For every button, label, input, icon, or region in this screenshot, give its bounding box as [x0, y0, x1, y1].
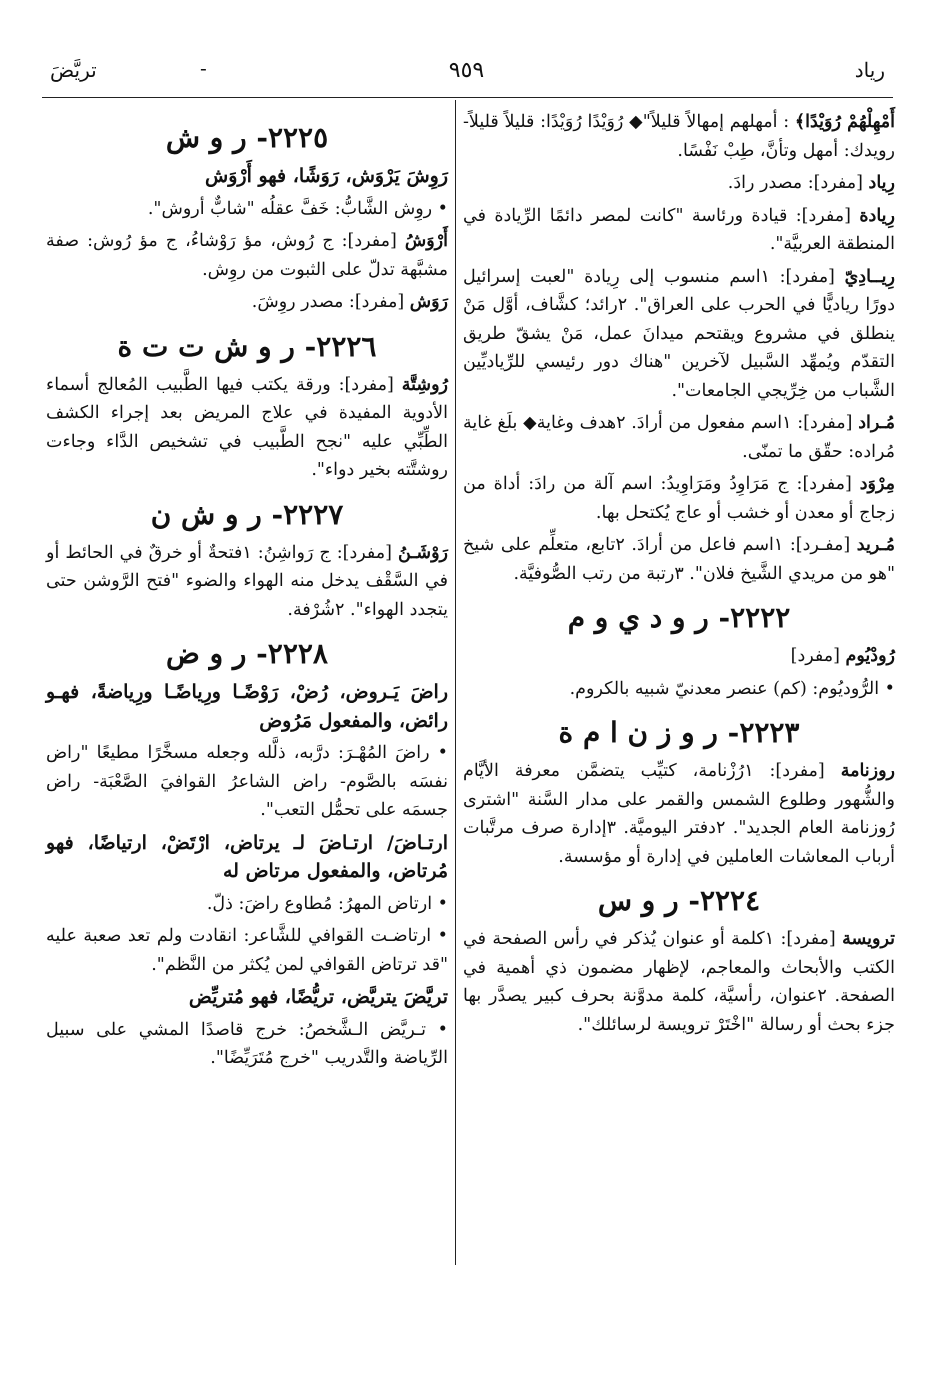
definition: [مفـرد]: ١اسم فاعل من أرادَ. ٢تابع، متعلِّم على شيخ "هو من مريدي الشَّيخ فلان". ٣رتبة من رتب الصُّوفيَّة.	[463, 535, 895, 584]
headword: رُوشِتَّة	[401, 374, 448, 395]
entry	[463, 470, 895, 527]
header-rule	[42, 97, 893, 98]
entry	[46, 739, 448, 825]
headword: رِياد	[868, 173, 895, 193]
entry	[463, 675, 895, 704]
definition: [مفرد]	[790, 646, 846, 666]
definition: [مفرد]: قيادة ورئاسة "كانت لمصر دائمًا الرِّيادة في المنطقة العربيَّة".	[463, 205, 895, 254]
verb-conjugation: رَوِشَ يَرْوَش، رَوَشًا، فهو أَرْوَش	[205, 165, 448, 187]
headword: ترويسة	[842, 929, 895, 949]
headword: رِيــادِيّ	[844, 266, 895, 287]
definition: [مفرد]: ج رُوش، مؤ رَوْشاءُ، ج مؤ رُوش: صفة مشبَّهة تدلّ على الثبوت من روِش.	[46, 231, 448, 280]
entry	[46, 227, 448, 284]
page-header	[40, 48, 893, 88]
root-heading: ٢٢٢٣- ر و ز ن ا م ة	[558, 716, 800, 749]
definition: [مفرد]: مصدر روِشَ.	[251, 292, 410, 312]
entry	[463, 169, 895, 198]
headword: مِرْوَد	[859, 474, 895, 494]
definition: [مفرد]: ج رَواشِنُ: ١فتحةٌ أو خرقٌ في الحائط أو في السَّقْف يدخل منه الهواء والضوء "فتح الرَّوشن حتى يتجدد الهواء". ٢شُرْفة.	[46, 542, 448, 620]
root-heading: ٢٢٢٧- ر و ش ن	[150, 497, 344, 531]
definition: : أمهلهم إمهالاً قليلاً"◆ رُوَيْدًا رُوَيْدًا: قليلاً قليلاً- رويدك: أمهل وتأنَّ، طِبْ نَفْسًا.	[463, 112, 895, 161]
headword: أَمْهِلْهُمْ رُوَيْدًا﴾	[794, 112, 895, 132]
verb-conjugation: تريَّضَ يتريَّض، تريُّضًا، فهو مُتريِّض	[188, 986, 448, 1008]
root-heading: ٢٢٢٤- ر و س	[597, 884, 761, 917]
definition: • الرُّوديُوم: (كم) عنصر معدنيّ شبيه بالكروم.	[569, 678, 895, 699]
headword: رِيادة	[859, 205, 895, 226]
entry	[46, 1016, 448, 1073]
header-right-word: رياد	[854, 58, 885, 82]
definition: [مفرد]: ورقة يكتب فيها الطَّبيب المُعالج أسماء الأدوية المفيدة في علاج المريض بعد إجراء الكشف الطِّبِّي عليه "نجح الطَّبيب في تشخيص الدَّاء وجاءت روشتَّته بخير دواء".	[46, 374, 448, 480]
entry	[46, 371, 448, 485]
entry	[463, 925, 895, 1039]
entry	[46, 288, 448, 317]
entry	[463, 642, 895, 671]
definition: • ارتاض المهرُ: مُطاوع راضَ: ذلّ.	[206, 893, 448, 914]
definition: • راضَ المُهْـرَ: درَّبه، ذلَّله وجعله مسخَّرًا مطيعًا "راض نفسَه بالصَّوم- راض الشاعرُ القوافيَ الصَّعْبَة- راض جسمَه على تحمُّل التعب".	[46, 743, 448, 820]
definition: [مفرد]: ١رُزْنامة، كتيِّب يتضمَّن معرفة الأيَّام والشُّهور وطلوع الشمس والقمر على مدار السَّنة "اشترى رُوزنامة العام الجديد". ٢دفتر اليوميَّة. ٣إدارة صرف مرتَّبات أرباب المعاشات العاملين في إدارة أو مؤسسة.	[463, 761, 896, 867]
headword: مُـريد	[856, 535, 895, 555]
entry	[463, 531, 895, 588]
definition: • تـريَّض الـشَّخصُ: خرج قاصدًا المشي على سبيل الرِّياضة والتَّدريب "خرج مُتَرَيِّضًا".	[46, 1019, 448, 1068]
headword: رُودْيُوم	[845, 646, 895, 666]
root-heading: ٢٢٢٦- ر و ش ت ت ة	[117, 329, 377, 363]
root-heading: ٢٢٢٥- ر و ش	[165, 121, 329, 154]
header-left-word: تريَّضَ	[50, 58, 97, 82]
right-column	[463, 108, 895, 1043]
entry	[463, 757, 895, 871]
headword: مُـراد	[858, 413, 895, 433]
headword: رَوَش	[409, 292, 448, 312]
headword: روزنامة	[840, 761, 895, 781]
entry	[46, 890, 448, 919]
entry	[463, 263, 895, 406]
root-heading: ٢٢٢٨- ر و ض	[166, 637, 328, 670]
definition: [مفرد]: ج مَرَاوِدُ ومَرَاوِيدُ: اسم آلة من رادَ: أداة من زجاج أو معدن أو خشب أو عاج يُكتحل بها.	[463, 474, 895, 523]
verb-conjugation: راضَ يَـروض، رُضْ، رَوْضًـا ورِياضًـا ورِياضةً، فهـو رائض، والمفعول مَرُوض	[46, 681, 448, 732]
definition: • روِش الشَّابُّ: خَفَّ عقلُه "شابٌّ أروش".	[147, 198, 448, 219]
header-dash: -	[200, 56, 207, 80]
definition: [مفرد]: ١اسم مفعول من أرادَ. ٢هدف وغاية◆ بلَغ غاية مُراده: حقّق ما تمنّى.	[463, 413, 895, 462]
definition: • ارتاضـت القوافي للشَّاعر: انقادت ولم تعد صعبة عليه "قد ترتاض القوافي لمن يُكثر من النَّظم".	[46, 926, 448, 975]
root-heading: ٢٢٢٢- ر و د ي و م	[567, 601, 791, 634]
entry	[463, 108, 895, 165]
verb-conjugation: ارتـاضَ/ ارتـاضَ لـ يرتاض، ارْتَضْ، ارتياضًا، فهو مُرتاض، والمفعول مرتاض له	[46, 831, 448, 882]
definition: [مفرد]: ١اسم منسوب إلى رِيادة "لعبت إسرائيل دورًا رياديًّا في الحرب على العراق". ٢رائد؛ كشَّاف، أوَّل مَنْ ينطلق في مشروع ويقتحم ميدانَ عمل، مَنْ يشقّ طريق التقدّم ويُمهِّد السَّبيل لآخرين "هناك دور رئيسي للرِّياديِّين الشَّباب من خِرِّيجي الجامعات".	[463, 266, 895, 401]
entry	[46, 922, 448, 979]
definition: [مفرد]: مصدر رادَ.	[727, 173, 869, 193]
entry	[463, 202, 895, 259]
left-column	[46, 108, 448, 1077]
entry	[46, 195, 448, 224]
headword: أَرْوَشُ	[404, 231, 448, 251]
definition: [مفرد]: ١كلمة أو عنوان يُذكر في رأس الصفحة في الكتب والأبحاث والمعاجم، لإظهار مضمون ذي أهمية في الصفحة. ٢عنوان، رأسيَّة، كلمة مدوَّنة بحرف كبير يصدَّر بها جزء بحث أو رسالة "اخْتَرْ ترويسة لرسائلك".	[463, 929, 895, 1035]
entry	[46, 539, 448, 625]
headword: رَوْشَـنُ	[397, 542, 448, 563]
column-divider	[455, 100, 456, 1265]
entry	[463, 409, 895, 466]
page-number: ٩٥٩	[448, 58, 485, 83]
